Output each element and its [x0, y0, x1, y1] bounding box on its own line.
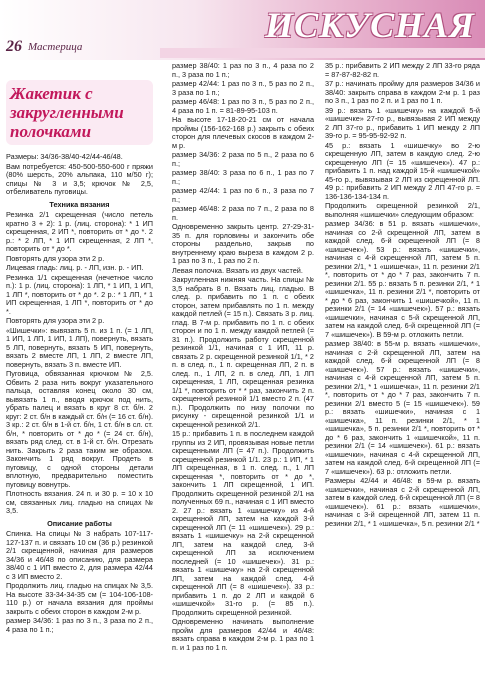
- paragraph: размер 42/44: 1 раз по 3 п., 5 раз по 2 п., 3 раза по 1 п.;: [172, 79, 314, 97]
- paragraph: Резинка 1/1 скрещенная (нечетное число п.): 1 р. (лиц. сторона): 1 ЛП, * 1 ИП, 1 ИП, 1 ЛП *, повторить от * до *. 2 р.: * 1 ЛП, * 1 ИП скрещенная, 1 ЛП *, повторить от * до *.: [6, 272, 153, 316]
- paragraph: 15 р.: прибавить 1 п. в последнем каждой группы из 2 ИП, провязывая новые петли скрещенными ЛП (= 47 п.). Продолжить скрещенной резинкой 1/1. 23 р.: 1 ИП, * 1 ЛП скрещенная, в 1 п. след. п., 1 ЛП скрещенная *, повторить от * до *, закончить 1 ЛП скрещенной, 1 ИП. Продолжить скрещенной резинкой 2/1 на полученных 69 п., начиная с 1 ИП вместо 2. 27 р.: вязать 1 «шишечку» из 4-й скрещенной ЛП, затем на каждой 3-й скрещенной ЛП (= 11 «шишечек»). 29 р.: вязать 1 «шишечку» на 2-й скрещенной ЛП, затем на каждой след. 3-й скрещенной ЛП за исключением последней (= 10 «шишечек»). 31 р.: вязать 1 «шишечку» на 2-й скрещенной ЛП, затем на каждой след. 4-й скрещенной ЛП (= 8 «шишечек»). 33 р.: прибавить 1 п. до 2 ЛП и каждой 6 «шишечкой» 31-го р. (= 85 п.). Продолжить скрещенной резинкой.: [172, 429, 314, 617]
- paragraph: Продолжить лиц. гладью на спицах № 3,5. На высоте 33-34-34-35 см (= 104-106-108-110 р.) от начала вязания для проймы закрыть с обеих сторон в каждом 2-м р.: [6, 581, 153, 616]
- paragraph: Повторять для узора эти 2 р.: [6, 253, 105, 263]
- section-heading: Описание работы: [47, 518, 112, 528]
- paragraph: Плотность вязания. 24 п. и 30 р. = 10 x 10 см, связанных лиц. гладью на спицах № 3,5.: [6, 489, 153, 515]
- paragraph: размер 46/48: 1 раз по 3 п., 5 раз по 2 п., 4 раза по 1 п. = 81-89-95-103 п.: [172, 97, 314, 115]
- paragraph: Вам потребуется: 450-500-550-600 г пряжи (80% шерсть, 20% альпака, 110 м/50 г); спицы № 3 и 3,5; крючок № 2,5, отбеливатель пуговицы.: [6, 161, 153, 196]
- paragraph: 45 р.: вязать 1 «шишечку» во 2-ю скрещенную ЛП, затем в каждую след. 2-ю скрещенную ЛП (= 15 «шишечек»). 47 р.: прибавить 1 п. над каждой 15-й «шишечкой» 45-го р., вывязывая 2 ЛП из скрещенной ЛП. 49 р.: прибавить 2 ИП между 2 ЛП 47-го р. = 136-136-134-134 п.: [325, 140, 480, 201]
- paragraph: Резинка 2/1 скрещенная (число петель кратно 3 + 2): 1 р. (лиц. сторона): * 1 ИП скрещенная, 2 ИП *, повторить от * до *. 2 р.: * 2 ЛП, * 1 ИП скрещенная, 2 ЛП *, повторить от * до *.: [6, 210, 153, 253]
- paragraph: 35 р.: прибавить 2 ИП между 2 ЛП 33-го ряда = 87-87-82-82 п.: [325, 61, 480, 79]
- paragraph: 39 р.: вязать 1 «шишечку» на каждой 5-й «шишечке» 27-го р., вывязывая 2 ИП между 2 ЛП 37-го р., прибавить 1 ИП между 2 ЛП 39-го р. = 95-95-92-92 п.: [325, 105, 480, 140]
- paragraph: размер 38/40: 1 раз по 3 п., 4 раза по 2 п., 3 раза по 1 п.;: [172, 61, 314, 79]
- paragraph: размер 38/40: 3 раза по 6 п., 1 раз по 7 п.;: [172, 168, 314, 186]
- article-title-box: [6, 80, 153, 145]
- magazine-name: Мастерица: [28, 41, 83, 53]
- paragraph: «Шишечки»: вывязать 5 п. из 1 п. (= 1 ЛП, 1 ИП, 1 ЛП, 1 ИП, 1 ЛП), повернуть, вязать 5 ЛП, повернуть, вязать 5 ИП, повернуть, вязать 2 вместе ЛП, 1 ЛП, 2 вместе ЛП, повернуть, вязать 3 п. вместе ИП.: [6, 325, 153, 369]
- section-logo: ИСКУСНАЯ: [265, 5, 475, 45]
- paragraph: Лицевая гладь: лиц. р. - ЛП, изн. р. - ИП.: [6, 263, 144, 272]
- section-heading: Техника вязания: [49, 199, 110, 209]
- column-1: [6, 62, 153, 635]
- paragraph: Размеры 42/44 и 46/48: в 59-м р. вязать «шишечки», начиная с 2-й скрещенной ЛП, затем в каждой след. 6-й скрещенной ЛП (= 8 «шишечек»). 61 р.: вязать «шишечки», начиная с 3-й скрещенной ЛП, затем 11 п. резинки 2/1, * 1 «шишечка», 5 п. резинки 2/1 *: [325, 476, 480, 528]
- paragraph: Спинка. На спицы № 3 набрать 107-117-127-137 п. и связать 10 см (36 р.) резинкой 2/1 скрещенной, начиная для размеров 34/36 и 46/48 по описанию, для размера 38/40 с 1 ИП вместо 2, для размера 42/44 с 3 ИП вместо 2.: [6, 529, 153, 581]
- column-2: [172, 62, 314, 653]
- column-3: [325, 62, 480, 529]
- paragraph: Закругленная нижняя часть. На спицы № 3,5 набрать 8 п. Вязать лиц. гладью. В след. р. прибавить по 1 п. с обеих сторон, затем прибавлять по 1 п. между каждой петлей (= 15 п.). Связать 3 р. лиц. глад. В 7-м р. прибавить по 1 п. с обеих сторон и по 1 п. между каждой петлей (= 31 п.). Продолжить работу скрещенной резинкой 1/1, начиная с 1 ИП, 11 р. связать 2 р. скрещенной резинкой 1/1, * 2 п. в след. п., 1 п. скрещенная ЛП, 2 п. в след. п., 1 ЛП, 2 п. в след. ЛП, 1 ЛП скрещенная, 1 ЛП, скрещенная резинка 1/1 *, повторить от * * раз, закончить 2 п. скрещенной резинкой 1/1 вместо 2 п. (47 п.). Продолжить по низу полочки по рисунку - скрещенной резинкой 1/1 и скрещенной резинкой 2/1.: [172, 275, 314, 429]
- paragraph: Левая полочка. Вязать из двух частей.: [172, 265, 303, 275]
- paragraph: Повторять для узора эти 2 р.: [6, 316, 105, 325]
- paragraph: Продолжить скрещенной резинкой 2/1, выполняя «шишечки» следующим образом:: [325, 201, 480, 219]
- paragraph: Одновременно начинать выполнение пройм для размеров 42/44 и 46/48: вязать справа в каждом 2-м р. 1 раз по 1 п. и 1 раз по 1 п.: [172, 617, 314, 652]
- column-1-body: [6, 153, 153, 634]
- paragraph: Одновременно закрыть центр. 27-29-31-35 п. для горловины и закончить обе стороны раздельно, закрыв по внутреннему краю выреза в каждом 2 р. 1 раз по 3 п., 1 раз по 2 п.: [172, 222, 314, 265]
- paragraph: размер 34/36: в 51 р. вязать «шишечки», начиная со 2-й скрещенной ЛП, затем в каждой след. 6-й скрещенной ЛП (= 8 «шишечек»). 53 р.: вязать «шишечки», начиная с 4-й скрещенной ЛП, затем 5 п. резинки 2/1, * 1 «шишечка», 11 п. резинки 2/1 *, повторить от * до * 7 раз, закончить 7 п. резинки 2/1. 55 р.: вязать 5 п. резинки 2/1, * 1 «шишечка», 11 п. резинки 2/1 *, повторить от * до * 6 раз, закончить 1 «шишечкой», 11 п. резинки 2/1 (= 14 «шишечек»). 57 р.: вязать «шишечки», начиная с 5-й скрещенной ЛП, затем на каждой след. 6-й скрещенной ЛП (= 7 «шишечек»). В 59-м р. отложить петли.: [325, 219, 480, 339]
- paragraph: На высоте 17-18-20-21 см от начала проймы (156-162-168 р.) закрыть с обеих сторон для плечевых скосов в каждом 2-м р.: [172, 115, 314, 150]
- paragraph: размер 42/44: 1 раз по 6 п., 3 раза по 7 п.;: [172, 186, 314, 204]
- paragraph: размер 46/48: 2 раза по 7 п., 2 раза по 8 п.: [172, 204, 314, 222]
- page-header: [0, 0, 485, 60]
- paragraph: 37 р.: начинать пройму для размеров 34/36 и 38/40: закрыть справа в каждом 2-м р. 1 раз по 3 п., 1 раз по 2 п. и 1 раз по 1 п.: [325, 79, 480, 105]
- paragraph: размер 38/40: в 55-м р. вязать «шишечки», начиная с 2-й скрещенной ЛП, затем на каждой след. 6-й скрещенной ЛП (= 8 «шишечек»). 57 р.: вязать «шишечки», начиная с 4-й скрещенной ЛП, затем 5 п. резинки 2/1, * 1 «шишечка», 11 п. резинки 2/1 *, повторить от * до * 7 раз, закончить 7 п. резинки 2/1 вместо 5 (= 15 «шишечек»). 59 р.: вязать «шишечки», начиная с 1 «шишечка», 11 п. резинки 2/1, * 1 «шишечка», 5 п. резинки 2/1 *, повторить от * до * 6 раз, закончить 1 «шишечкой», 11 п. резинки 2/1 (= 14 «шишечек»). 61 р.: вязать «шишечки», начиная с 4-й скрещенной ЛП, затем на каждой след. 6-й скрещенной ЛП (= 7 «шишечек»). 63 р.: отложить петли.: [325, 339, 480, 476]
- article-title: Жакетик с закругленными полочками: [10, 84, 124, 141]
- paragraph: Размеры: 34/36-38/40-42/44-46/48.: [6, 152, 123, 161]
- paragraph: Пуговица, обвязанная крючком № 2,5. Обвить 2 раза нить вокруг указательного пальца, оставляя конец около 30 см, вывязать 1 п., вводя крючок под нить, убрать палец и вязать в круг 8 ст. б/н. 2 круг: 2 ст. б/н в каждый ст. б/н (= 16 ст. б/н). 3 кр.: 2 ст. б/н в 1-й ст. б/н, 1 ст. б/н в сл. ст. б/н, * повторить от * до * (= 24 ст. б/н), вязать ряд след. ст. в 1-й ст. б/н. Отрезать нить. Закрыть 2 раза таким же образом. Закончить 1 ряд вокруг. Продеть в пуговицу, с одной стороны детали вплотную, предварительно поместить пуговицу вовнутрь.: [6, 369, 153, 489]
- paragraph: размер 34/36: 1 раз по 3 п., 3 раза по 2 п., 4 раза по 1 п.;: [6, 616, 153, 634]
- page-number: 26: [6, 38, 22, 55]
- paragraph: размер 34/36: 2 раза по 5 п., 2 раза по 6 п.;: [172, 150, 314, 168]
- header-pink-band: [160, 48, 485, 58]
